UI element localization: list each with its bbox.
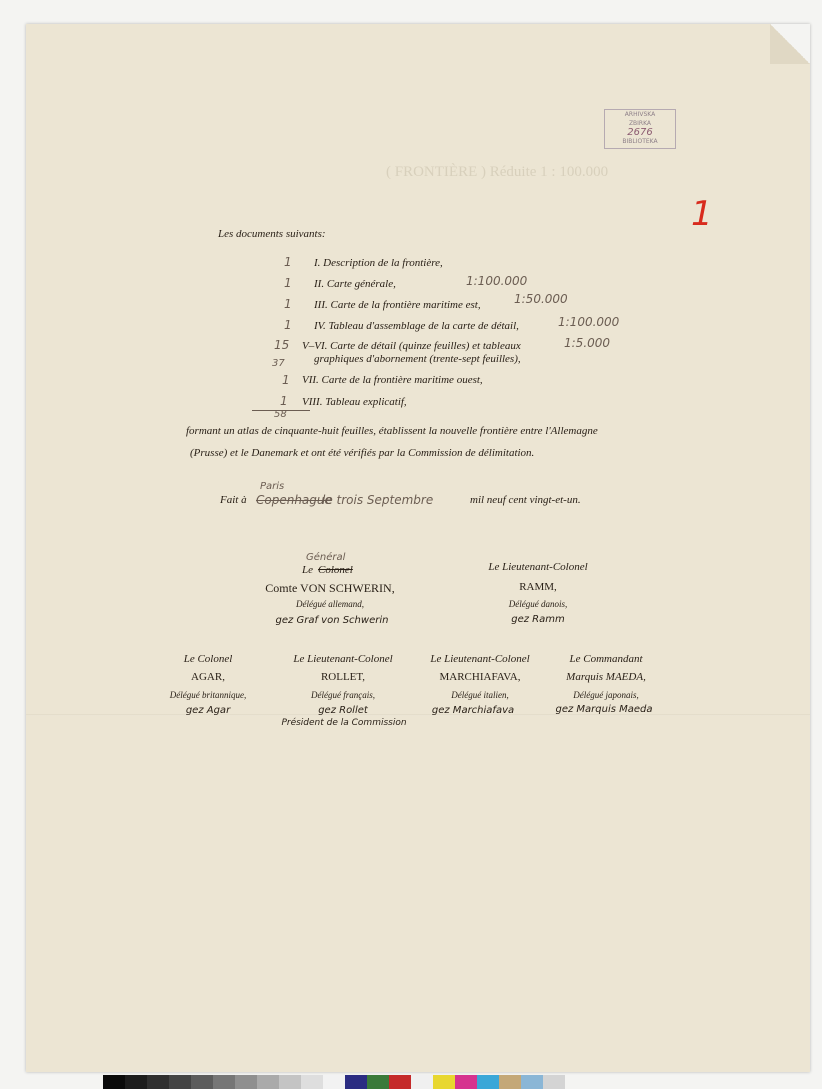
president-note: Président de la Commission — [281, 718, 407, 728]
role: Délégué japonais, — [573, 690, 639, 700]
color-swatch — [499, 1075, 521, 1089]
doc-label: VII. Carte de la frontière maritime ouest, — [302, 374, 483, 386]
doc-count: 1 — [282, 373, 290, 387]
total-count: 58 — [274, 409, 287, 420]
color-swatch — [169, 1075, 191, 1089]
role: Délégué italien, — [451, 690, 509, 700]
color-swatch — [279, 1075, 301, 1089]
rank: Le Commandant — [569, 653, 643, 665]
color-swatch — [301, 1075, 323, 1089]
faded-bleed-text: ( FRONTIÈRE ) Réduite 1 : 100.000 — [386, 164, 609, 180]
doc-label: I. Description de la frontière, — [314, 257, 443, 269]
color-swatch — [345, 1075, 367, 1089]
color-swatch — [411, 1075, 433, 1089]
rank-inserted: Général — [306, 552, 346, 563]
fait-prefix: Fait à — [220, 494, 247, 506]
signature: gez Rollet — [318, 705, 368, 716]
color-swatch — [433, 1075, 455, 1089]
role: Délégué allemand, — [296, 599, 364, 609]
fold-crease — [26, 714, 810, 716]
doc-label: II. Carte générale, — [314, 278, 396, 290]
name: ROLLET, — [320, 671, 366, 683]
name: MARCHIAFAVA, — [439, 671, 521, 683]
name: Comte VON SCHWERIN, — [265, 581, 395, 595]
name: AGAR, — [191, 671, 225, 683]
doc-count: 37 — [272, 358, 285, 369]
doc-label: III. Carte de la frontière maritime est, — [314, 299, 481, 311]
rank-prefix: Le — [302, 564, 313, 576]
body-line-2: (Prusse) et le Danemark et ont été vérifiés par la Commission de délimitation. — [190, 447, 535, 459]
rank: Le Lieutenant-Colonel — [430, 653, 530, 665]
signature: gez Agar — [185, 705, 231, 716]
doc-scale: 1:50.000 — [514, 292, 568, 306]
body-line-1: formant un atlas de cinquante-huit feuilles, établissent la nouvelle frontière entre l'Allemagne — [186, 425, 598, 437]
color-swatch — [521, 1075, 543, 1089]
color-swatch — [389, 1075, 411, 1089]
color-swatch — [257, 1075, 279, 1089]
color-swatch — [147, 1075, 169, 1089]
name: Marquis MAEDA, — [566, 671, 646, 683]
color-calibration-bar — [103, 1075, 565, 1089]
color-swatch — [455, 1075, 477, 1089]
fait-inserted-place: Paris — [260, 481, 285, 492]
color-swatch — [125, 1075, 147, 1089]
doc-scale: 1:100.000 — [558, 315, 620, 329]
role: Délégué français, — [311, 690, 375, 700]
doc-scale: 1:5.000 — [564, 336, 611, 350]
page-number-mark: 1 — [691, 194, 713, 234]
stamp-number: 2676 — [627, 127, 653, 138]
color-swatch — [235, 1075, 257, 1089]
doc-count: 1 — [284, 318, 292, 332]
stamp-line1: ARHIVSKA — [624, 111, 656, 118]
stamp-line2: ZBIRKA — [628, 120, 652, 127]
stamp-line3: BIBLIOTEKA — [622, 138, 658, 145]
signature: gez Ramm — [511, 614, 565, 625]
signature: gez Graf von Schwerin — [275, 615, 389, 626]
color-swatch — [103, 1075, 125, 1089]
doc-count: 1 — [284, 297, 292, 311]
fait-struck-place: Copenhague — [256, 493, 332, 507]
doc-scale: 1:100.000 — [466, 274, 528, 288]
color-swatch — [191, 1075, 213, 1089]
intro-text: Les documents suivants: — [218, 228, 326, 240]
doc-count: 15 — [274, 338, 290, 352]
doc-label: V–VI. Carte de détail (quinze feuilles) et tableaux — [302, 340, 521, 352]
signature: gez Marchiafava — [431, 705, 515, 716]
doc-count: 1 — [284, 255, 292, 269]
doc-count: 1 — [280, 394, 288, 408]
doc-label: IV. Tableau d'assemblage de la carte de détail, — [314, 320, 519, 332]
archive-stamp — [604, 109, 676, 149]
role: Délégué britannique, — [169, 690, 247, 700]
rank: Le Colonel — [183, 653, 233, 665]
fait-date: le trois Septembre — [322, 493, 434, 507]
fait-suffix: mil neuf cent vingt-et-un. — [470, 494, 581, 506]
signature: gez Marquis Maeda — [555, 704, 653, 715]
doc-label: graphiques d'abornement (trente-sept feuilles), — [314, 353, 521, 365]
rank: Le Lieutenant-Colonel — [488, 561, 588, 573]
color-swatch — [543, 1075, 565, 1089]
doc-count: 1 — [284, 276, 292, 290]
color-swatch — [323, 1075, 345, 1089]
color-swatch — [367, 1075, 389, 1089]
role: Délégué danois, — [508, 599, 568, 609]
color-swatch — [213, 1075, 235, 1089]
document-sheet — [26, 24, 810, 1072]
folded-corner — [770, 24, 810, 64]
name: RAMM, — [519, 581, 557, 593]
rank-struck: Colonel — [318, 564, 353, 576]
color-swatch — [477, 1075, 499, 1089]
doc-label: VIII. Tableau explicatif, — [302, 396, 407, 408]
rank: Le Lieutenant-Colonel — [293, 653, 393, 665]
